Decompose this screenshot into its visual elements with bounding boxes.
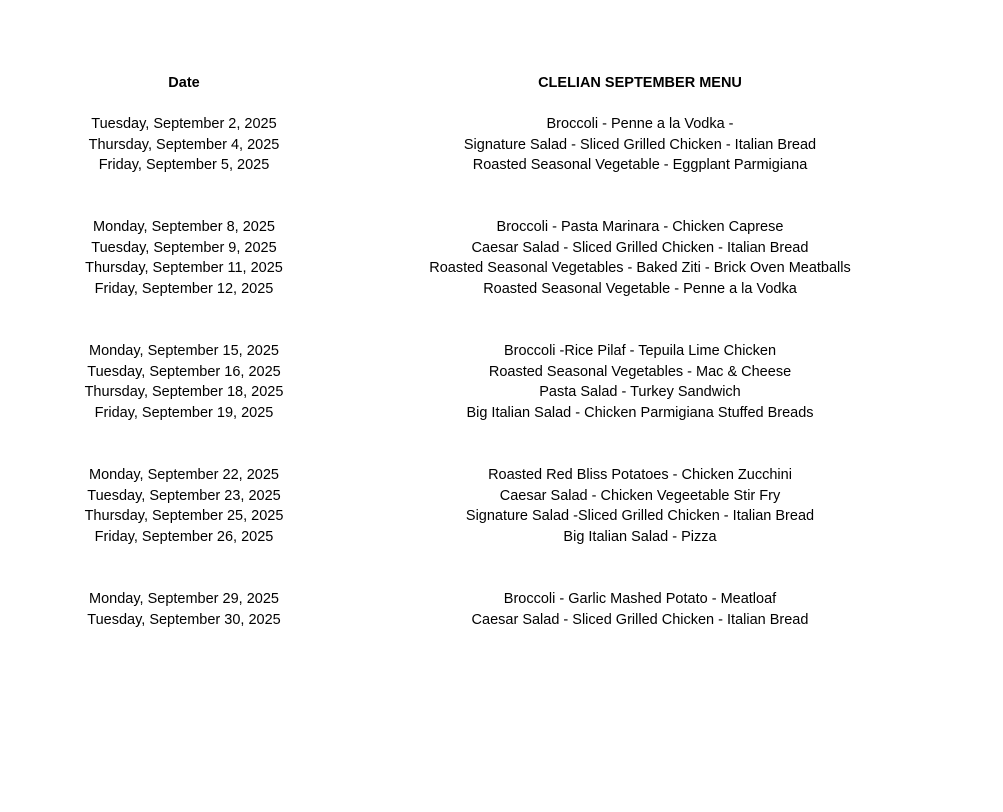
table-header [0,72,1003,94]
row-date: Thursday, September 11, 2025 [85,260,283,277]
row-menu: Roasted Seasonal Vegetable - Penne a la Vodka [483,280,797,297]
row-date: Friday, September 19, 2025 [94,404,274,421]
menu-row [0,135,1003,156]
row-menu: Caesar Salad - Sliced Grilled Chicken - Italian Bread [471,611,809,628]
week-group-2 [0,217,1003,299]
menu-row [0,238,1003,259]
row-menu: Broccoli - Penne a la Vodka - [546,116,734,132]
menu-row [0,114,1003,135]
menu-row [0,403,1003,424]
row-date: Thursday, September 18, 2025 [84,384,284,401]
row-menu: Roasted Seasonal Vegetables - Baked Ziti - Brick Oven Meatballs [429,260,851,277]
menu-row [0,258,1003,279]
row-date: Tuesday, September 16, 2025 [87,363,281,380]
menu-row [0,527,1003,548]
row-menu: Caesar Salad - Chicken Vegeetable Stir Fry [499,487,781,504]
menu-row [0,589,1003,610]
row-menu: Big Italian Salad - Pizza [563,528,717,545]
menu-row [0,610,1003,631]
row-date: Tuesday, September 2, 2025 [91,116,277,132]
row-menu: Big Italian Salad - Chicken Parmigiana Stuffed Breads [466,404,814,421]
week-group-3 [0,341,1003,423]
menu-row [0,341,1003,362]
row-menu: Signature Salad - Sliced Grilled Chicken - Italian Bread [463,136,817,153]
row-menu: Roasted Red Bliss Potatoes - Chicken Zucchini [488,467,792,483]
date-column-header: Date [168,75,200,91]
row-date: Friday, September 12, 2025 [94,280,274,297]
row-date: Thursday, September 4, 2025 [88,136,280,153]
row-date: Tuesday, September 30, 2025 [87,611,281,628]
menu-row [0,155,1003,176]
row-menu: Signature Salad -Sliced Grilled Chicken - Italian Bread [465,508,815,525]
row-menu: Broccoli -Rice Pilaf - Tepuila Lime Chicken [503,343,777,359]
row-date: Monday, September 8, 2025 [93,219,275,235]
row-date: Tuesday, September 9, 2025 [91,239,277,256]
row-menu: Caesar Salad - Sliced Grilled Chicken - Italian Bread [471,239,809,256]
row-date: Friday, September 26, 2025 [94,528,274,545]
menu-title: CLELIAN SEPTEMBER MENU [538,75,742,91]
row-menu: Roasted Seasonal Vegetable - Eggplant Parmigiana [472,157,808,174]
week-group-1 [0,114,1003,176]
week-group-4 [0,465,1003,547]
row-menu: Roasted Seasonal Vegetables - Mac & Cheese [488,363,792,380]
menu-row [0,362,1003,383]
row-date: Monday, September 22, 2025 [89,467,279,483]
row-date: Tuesday, September 23, 2025 [87,487,281,504]
menu-row [0,382,1003,403]
row-date: Thursday, September 25, 2025 [84,508,284,525]
row-date: Monday, September 15, 2025 [89,343,279,359]
menu-row [0,506,1003,527]
row-menu: Pasta Salad - Turkey Sandwich [539,384,741,401]
menu-row [0,279,1003,300]
menu-row [0,486,1003,507]
row-menu: Broccoli - Pasta Marinara - Chicken Caprese [496,219,784,235]
row-date: Friday, September 5, 2025 [98,157,270,174]
menu-row [0,465,1003,486]
week-group-5 [0,589,1003,630]
row-date: Monday, September 29, 2025 [89,591,279,607]
row-menu: Broccoli - Garlic Mashed Potato - Meatloaf [503,591,777,607]
menu-row [0,217,1003,238]
